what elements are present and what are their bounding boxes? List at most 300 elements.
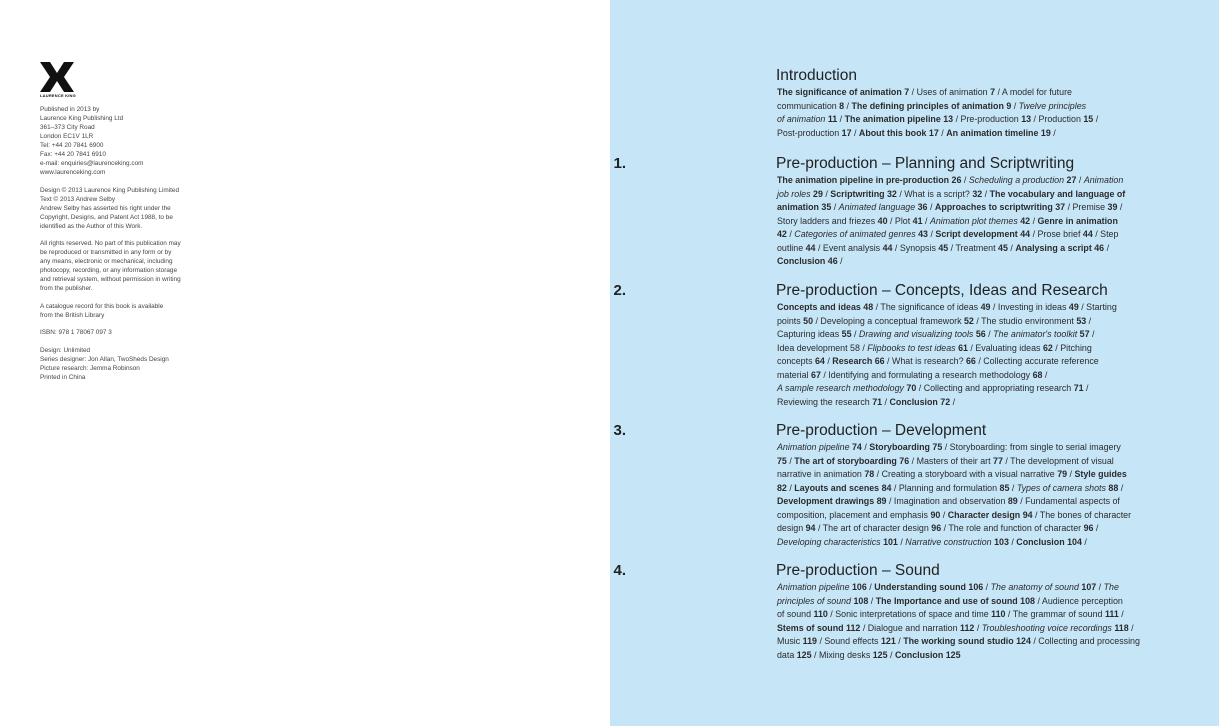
toc-bold-text: 27 <box>1066 175 1077 185</box>
toc-bold-text: 44 <box>805 242 816 253</box>
toc-text: / <box>786 455 795 466</box>
toc-entry-line <box>777 355 1187 369</box>
toc-text: / A model for future <box>995 87 1072 97</box>
toc-entry-line <box>777 482 1187 496</box>
toc-italic-text: Flipbooks to test ideas <box>867 342 956 353</box>
toc-bold-text: 119 <box>802 636 817 646</box>
toc-text: / Premise <box>1065 202 1108 212</box>
toc-bold-text: Genre in animation <box>1037 215 1118 226</box>
toc-text: / <box>1030 215 1038 226</box>
toc-entry-line <box>777 522 1187 536</box>
toc-text: / Step <box>1092 229 1119 239</box>
toc-text: of sound <box>777 609 814 619</box>
toc-bold-text: Research 66 <box>832 356 885 366</box>
toc-text: / <box>868 595 876 606</box>
toc-italic-text: Drawing and visualizing tools <box>858 329 974 339</box>
toc-bold-text: 57 <box>1079 329 1090 339</box>
toc-bold-text: Character design 94 <box>947 509 1033 520</box>
toc-text: / Masters of their art <box>909 455 994 466</box>
toc-text: / <box>1081 536 1087 547</box>
toc-text: narrative in animation <box>777 469 865 479</box>
toc-text: Story ladders and friezes <box>777 215 878 226</box>
toc-bold-text: 42 <box>1020 215 1031 226</box>
toc-text: / Prose brief <box>1030 229 1083 239</box>
toc-italic-text: job roles <box>777 188 811 199</box>
toc-bold-text: 70 <box>906 383 917 393</box>
toc-text: / <box>824 356 833 366</box>
toc-text: / The grammar of sound <box>1005 609 1105 619</box>
toc-bold-text: 78 <box>864 469 875 479</box>
toc-bold-text: 107 <box>1081 582 1097 592</box>
toc-bold-text: 53 <box>1076 315 1087 326</box>
toc-text: Reviewing the research <box>777 396 873 407</box>
toc-text: / <box>861 442 870 452</box>
toc-bold-text: 118 <box>1114 622 1129 633</box>
toc-entry-line <box>777 635 1187 649</box>
toc-entry-line <box>777 228 1187 242</box>
toc-text: / Collecting and processing <box>1030 636 1140 646</box>
toc-italic-text: Twelve principles <box>1018 100 1087 111</box>
section-entries <box>777 441 1187 549</box>
section-heading <box>610 561 1070 581</box>
toc-bold-text: Understanding sound 106 <box>874 582 984 592</box>
toc-bold-text: 125 <box>796 649 812 660</box>
toc-text: outline <box>777 242 806 253</box>
toc-text: composition, placement and emphasis <box>777 509 931 520</box>
toc-entry-line <box>777 581 1187 595</box>
toc-text: / <box>1050 127 1056 138</box>
toc-bold-text: 45 <box>998 242 1008 253</box>
toc-entry-line <box>777 188 1187 202</box>
toc-bold-text: Conclusion 72 <box>889 396 951 407</box>
section-heading <box>610 421 1070 441</box>
toc-text: / <box>1093 523 1099 533</box>
toc-text: / Treatment <box>948 242 999 253</box>
toc-bold-text: 94 <box>805 523 816 533</box>
toc-bold-text: The vocabulary and language of <box>989 188 1126 199</box>
toc-bold-text: 44 <box>1082 229 1093 239</box>
toc-text: / <box>983 582 991 592</box>
toc-text: / <box>1117 202 1123 212</box>
imprint-line: from the publisher. <box>40 285 93 293</box>
toc-text: / The role and function of character <box>941 523 1084 533</box>
toc-bold-text: 85 <box>999 482 1010 493</box>
imprint-line: ISBN: 978 1 78067 097 3 <box>40 329 112 337</box>
toc-text: / <box>950 396 956 407</box>
toc-entry-line <box>777 382 1187 396</box>
imprint-line: www.laurenceking.com <box>40 169 106 176</box>
toc-italic-text: principles of sound <box>777 595 852 606</box>
section-heading <box>610 154 1075 174</box>
toc-bold-text: 61 <box>958 342 968 353</box>
toc-bold-text: 49 <box>980 302 991 312</box>
toc-italic-text: A sample research methodology <box>777 383 904 393</box>
toc-bold-text: The working sound studio 124 <box>903 636 1031 646</box>
toc-bold-text: 52 <box>963 315 974 326</box>
toc-text: / <box>1096 582 1104 592</box>
toc-text: / Uses of animation <box>909 87 991 97</box>
toc-text: concepts <box>777 356 815 366</box>
section-entries <box>777 301 1187 409</box>
toc-text: / Audience perception <box>1035 595 1123 606</box>
imprint-line: photocopy, recording, or any information storage <box>40 267 178 275</box>
imprint-line: Tel: +44 20 7841 6900 <box>40 142 104 149</box>
toc-entry-line <box>777 328 1187 342</box>
toc-bold-text: The animation pipeline in pre-production 26 <box>777 175 962 185</box>
toc-text: / Production <box>1031 114 1084 124</box>
toc-bold-text: 75 <box>777 455 787 466</box>
toc-bold-text: 110 <box>991 609 1006 619</box>
toc-bold-text: The significance of animation 7 <box>777 87 910 97</box>
toc-bold-text: 71 <box>872 396 883 407</box>
toc-bold-text: 89 <box>1007 496 1018 506</box>
toc-text: / <box>837 256 843 266</box>
toc-text: / Mixing desks <box>811 649 873 660</box>
toc-italic-text: The anatomy of sound <box>990 582 1079 592</box>
toc-bold-text: 8 <box>839 100 845 111</box>
toc-entry-line <box>777 127 1187 141</box>
toc-text: / <box>1076 175 1084 185</box>
toc-text: / <box>1104 242 1110 253</box>
toc-bold-text: Conclusion 104 <box>1016 536 1082 547</box>
toc-text: / <box>1083 383 1089 393</box>
imprint-line: from the British Library <box>40 311 105 319</box>
toc-text: / Evaluating ideas <box>967 342 1043 353</box>
toc-entry-line <box>777 536 1187 550</box>
toc-entry-line <box>777 215 1187 229</box>
toc-entry-line <box>777 608 1187 622</box>
toc-text: / <box>928 229 936 239</box>
toc-bold-text: Approaches to scriptwriting 37 <box>934 202 1066 212</box>
section-entries <box>777 86 1187 140</box>
imprint-line: Copyright, Designs, and Patent Act 1988, to be <box>40 213 173 221</box>
toc-text: / Plot <box>887 215 913 226</box>
toc-text: / <box>897 536 906 547</box>
toc-bold-text: 44 <box>882 242 893 253</box>
toc-bold-text: 56 <box>975 329 986 339</box>
toc-text: / <box>938 127 947 138</box>
toc-entry-line <box>777 455 1187 469</box>
publisher-logo <box>40 62 74 98</box>
toc-italic-text: Categories of animated genres <box>794 229 916 239</box>
toc-entry-line <box>777 595 1187 609</box>
imprint-paragraph <box>40 105 210 177</box>
imprint-paragraph <box>40 346 210 382</box>
toc-text: / <box>974 622 982 633</box>
toc-bold-text: animation 35 <box>777 202 832 212</box>
toc-bold-text: 74 <box>852 442 862 452</box>
toc-entry-line <box>777 242 1187 256</box>
toc-text: / <box>844 100 852 111</box>
toc-bold-text: 67 <box>811 369 821 380</box>
toc-bold-text: 66 <box>965 356 976 366</box>
toc-text: communication <box>777 100 840 111</box>
toc-italic-text: Animated language <box>838 202 916 212</box>
imprint-paragraph <box>40 328 210 337</box>
toc-bold-text: 64 <box>815 356 825 366</box>
toc-entry-line <box>777 201 1187 215</box>
imprint-line: All rights reserved. No part of this publication may <box>40 240 181 248</box>
toc-bold-text: The animation pipeline 13 <box>844 114 954 124</box>
imprint-text <box>40 105 210 391</box>
toc-text: / The art of character design <box>815 523 932 533</box>
imprint-paragraph <box>40 302 210 320</box>
toc-bold-text: Storyboarding 75 <box>869 442 943 452</box>
imprint-line: and retrieval system, without permission in writing <box>40 276 181 284</box>
toc-entry-line <box>777 86 1187 100</box>
toc-bold-text: The defining principles of animation 9 <box>851 100 1012 111</box>
toc-bold-text: Script development 44 <box>935 229 1031 239</box>
toc-text: / <box>895 636 904 646</box>
section-title: Pre-production – Development <box>776 422 987 439</box>
toc-bold-text: 42 <box>777 229 787 239</box>
toc-text: / <box>985 329 994 339</box>
toc-bold-text: 77 <box>993 455 1003 466</box>
toc-text: Post-production <box>777 127 842 138</box>
toc-bold-text: 49 <box>1068 302 1079 312</box>
toc-italic-text: Scheduling a production <box>968 175 1065 185</box>
toc-bold-text: 96 <box>931 523 942 533</box>
toc-text: data <box>777 649 797 660</box>
toc-text: / <box>1007 242 1016 253</box>
imprint-line: Published in 2013 by <box>40 106 100 113</box>
toc-bold-text: 62 <box>1042 342 1053 353</box>
toc-entry-line <box>777 441 1187 455</box>
imprint-line: Design © 2013 Laurence King Publishing Limited <box>40 186 179 194</box>
toc-text: / The bones of character <box>1032 509 1132 520</box>
toc-entry-line <box>777 342 1187 356</box>
toc-text: / <box>982 188 990 199</box>
toc-bold-text: 50 <box>803 315 814 326</box>
toc-text: / <box>851 127 859 138</box>
toc-bold-text: 106 <box>852 582 867 592</box>
toc-text: / <box>887 649 895 660</box>
imprint-paragraph <box>40 186 210 231</box>
toc-text: / <box>1089 329 1095 339</box>
section-number: 4. <box>613 562 626 579</box>
imprint-line: Printed in China <box>40 373 86 381</box>
toc-bold-text: 43 <box>918 229 928 239</box>
section-entries <box>777 581 1187 662</box>
laurence-king-k-icon <box>40 62 74 92</box>
toc-entry-line <box>777 509 1187 523</box>
toc-text: / <box>1008 536 1017 547</box>
toc-bold-text: 39 <box>1107 202 1118 212</box>
toc-text: Idea development 58 / <box>777 342 868 353</box>
toc-text: / <box>1118 609 1124 619</box>
toc-entry-line <box>777 622 1187 636</box>
toc-text: / The significance of ideas <box>873 302 981 312</box>
toc-text: material <box>777 369 812 380</box>
toc-text: points <box>777 315 804 326</box>
toc-bold-text: 111 <box>1104 609 1119 619</box>
section-entries <box>777 174 1187 269</box>
imprint-line: Text © 2013 Andrew Selby <box>40 195 116 203</box>
toc-text: / Storyboarding: from single to serial imagery <box>942 442 1121 452</box>
toc-bold-text: Development drawings 89 <box>777 496 887 506</box>
section-number: 3. <box>613 422 626 439</box>
toc-italic-text: Troubleshooting voice recordings <box>981 622 1112 633</box>
toc-bold-text: 96 <box>1083 523 1094 533</box>
toc-text: / Sound effects <box>816 636 881 646</box>
toc-bold-text: 110 <box>813 609 828 619</box>
toc-bold-text: The art of storyboarding 76 <box>794 455 910 466</box>
imprint-paragraph <box>40 239 210 293</box>
section-title: Pre-production – Concepts, Ideas and Research <box>776 282 1108 299</box>
toc-text: / <box>822 188 831 199</box>
toc-text: / <box>927 202 935 212</box>
toc-bold-text: 112 <box>960 622 975 633</box>
toc-section <box>610 154 1126 269</box>
toc-section <box>610 421 1132 549</box>
toc-text: / Fundamental aspects of <box>1017 496 1120 506</box>
toc-text: / Starting <box>1078 302 1117 312</box>
section-heading <box>610 66 1070 86</box>
toc-italic-text: Developing characteristics <box>777 536 881 547</box>
imprint-line: any means, electronic or mechanical, including <box>40 258 173 266</box>
toc-entry-line <box>777 649 1187 663</box>
toc-text: / <box>1128 622 1134 633</box>
toc-text: / Event analysis <box>815 242 883 253</box>
toc-text: / <box>1086 315 1092 326</box>
imprint-line: Design: Unlimited <box>40 346 91 354</box>
section-title: Pre-production – Sound <box>776 562 940 579</box>
toc-bold-text: 108 <box>853 595 869 606</box>
toc-text: design <box>777 523 806 533</box>
imprint-line: London EC1V 1LR <box>40 133 94 140</box>
toc-text: / Investing in ideas <box>990 302 1069 312</box>
section-number: 2. <box>613 282 626 299</box>
toc-bold-text: 79 <box>1057 469 1068 479</box>
toc-text: / Creating a storyboard with a visual narrative <box>874 469 1058 479</box>
toc-text: / The studio environment <box>973 315 1077 326</box>
imprint-line: Series designer: Jon Allan, TwoSheds Design <box>40 355 169 363</box>
toc-italic-text: Animation pipeline <box>777 442 850 452</box>
toc-text: / Identifying and formulating a research methodology <box>820 369 1033 380</box>
toc-bold-text: 55 <box>841 329 852 339</box>
imprint-line: A catalogue record for this book is available <box>40 302 164 310</box>
toc-bold-text: 101 <box>883 536 898 547</box>
toc-bold-text: 13 <box>1021 114 1032 124</box>
toc-text: / Collecting accurate reference <box>975 356 1099 366</box>
toc-text: / Pre-production <box>953 114 1022 124</box>
imprint-line: Picture research: Jemma Robinson <box>40 364 140 372</box>
toc-bold-text: 15 <box>1083 114 1094 124</box>
toc-italic-text: Narrative construction <box>905 536 992 547</box>
toc-text: / <box>831 202 839 212</box>
imprint-line: e-mail: enquiries@laurenceking.com <box>40 160 144 167</box>
toc-bold-text: 29 <box>813 188 823 199</box>
toc-text: / <box>837 114 845 124</box>
toc-entry-line <box>777 301 1187 315</box>
toc-text: / What is research? <box>884 356 966 366</box>
toc-text: / <box>940 509 948 520</box>
toc-entry-line <box>777 396 1187 410</box>
toc-entry-line <box>777 113 1187 127</box>
toc-italic-text: Animation <box>1083 175 1124 185</box>
toc-bold-text: Stems of sound 112 <box>777 622 861 633</box>
toc-bold-text: 32 <box>972 188 983 199</box>
toc-text: / <box>1067 469 1075 479</box>
toc-bold-text: 36 <box>917 202 928 212</box>
toc-italic-text: Animation pipeline <box>777 582 850 592</box>
toc-section-introduction <box>610 66 1099 140</box>
section-title: Introduction <box>776 67 857 84</box>
toc-italic-text: Animation plot themes <box>929 215 1018 226</box>
toc-bold-text: 11 <box>827 114 838 124</box>
toc-entry-line <box>777 495 1187 509</box>
section-number: 1. <box>613 155 626 172</box>
toc-italic-text: The animator's toolkit <box>993 329 1078 339</box>
toc-bold-text: The Importance and use of sound 108 <box>875 595 1035 606</box>
toc-text: / Planning and formulation <box>891 482 1000 493</box>
toc-text: / The development of visual <box>1002 455 1114 466</box>
toc-entry-line <box>777 174 1187 188</box>
toc-text: / Pitching <box>1052 342 1092 353</box>
toc-text: / <box>786 482 795 493</box>
imprint-line: Andrew Selby has asserted his right under the <box>40 204 171 212</box>
imprint-line: 361–373 City Road <box>40 124 95 131</box>
toc-bold-text: Conclusion 46 <box>777 256 838 266</box>
toc-bold-text: 17 <box>841 127 852 138</box>
toc-text: / <box>1009 482 1017 493</box>
toc-text: / <box>851 329 859 339</box>
toc-italic-text: of animation <box>777 114 826 124</box>
section-title: Pre-production – Planning and Scriptwriting <box>776 155 1075 172</box>
toc-text: / <box>1042 369 1048 380</box>
toc-bold-text: 82 <box>777 482 787 493</box>
logo-wordmark: LAURENCE KING <box>40 93 76 98</box>
toc-bold-text: Conclusion 125 <box>894 649 961 660</box>
toc-italic-text: The <box>1103 582 1119 592</box>
toc-bold-text: Scriptwriting 32 <box>830 188 897 199</box>
toc-text: Capturing ideas <box>777 329 842 339</box>
toc-bold-text: An animation timeline 19 <box>946 127 1051 138</box>
imprint-line: Laurence King Publishing Ltd <box>40 115 124 122</box>
toc-text: / <box>866 582 875 592</box>
toc-bold-text: 41 <box>912 215 923 226</box>
toc-italic-text: Types of camera shots <box>1016 482 1106 493</box>
toc-entry-line <box>777 315 1187 329</box>
toc-text: Music <box>777 636 803 646</box>
toc-entry-line <box>777 369 1187 383</box>
toc-text: / Developing a conceptual framework <box>813 315 964 326</box>
toc-bold-text: 88 <box>1108 482 1119 493</box>
imprint-line: be reproduced or transmitted in any form or by <box>40 249 172 257</box>
toc-text: / Imagination and observation <box>886 496 1008 506</box>
toc-bold-text: 7 <box>990 87 996 97</box>
toc-bold-text: Style guides <box>1074 469 1127 479</box>
toc-text: / Synopsis <box>892 242 939 253</box>
toc-bold-text: 121 <box>880 636 896 646</box>
toc-bold-text: 45 <box>938 242 949 253</box>
toc-bold-text: 40 <box>877 215 888 226</box>
toc-section <box>610 281 1117 409</box>
toc-bold-text: Layouts and scenes 84 <box>794 482 892 493</box>
toc-text: / Sonic interpretations of space and time <box>827 609 992 619</box>
toc-entry-line <box>777 468 1187 482</box>
imprint-line: identified as the Author of this Work. <box>40 222 143 230</box>
toc-text: / Collecting and appropriating research <box>916 383 1074 393</box>
toc-entry-line <box>777 100 1187 114</box>
toc-section <box>610 561 1140 662</box>
toc-entry-line <box>777 255 1187 269</box>
toc-text: / <box>961 175 969 185</box>
toc-text: / <box>1118 482 1124 493</box>
toc-bold-text: Concepts and ideas 48 <box>777 302 874 312</box>
imprint-line: Fax: +44 20 7841 6910 <box>40 151 106 158</box>
contents-page <box>610 0 1219 726</box>
